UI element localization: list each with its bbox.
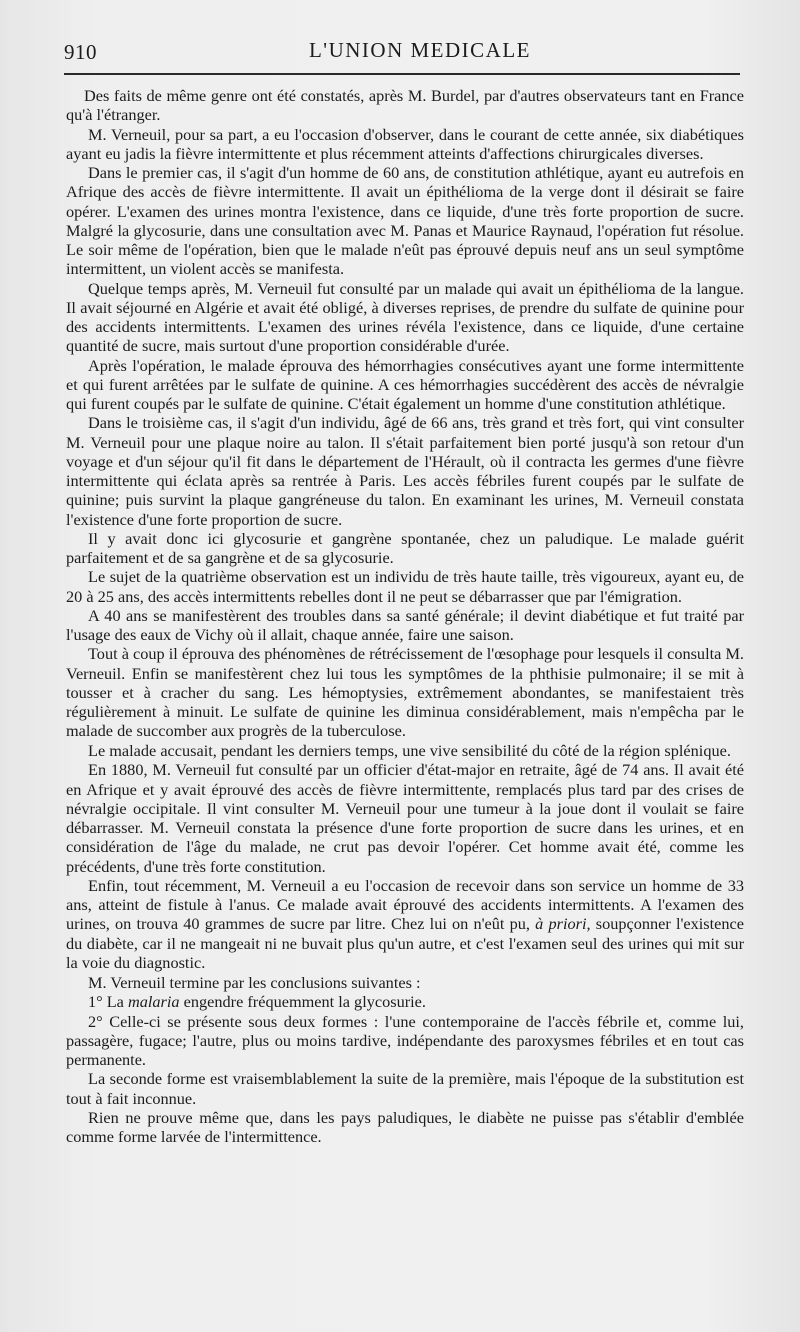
italic-a-priori: à priori, [535, 914, 591, 934]
paragraph: Dans le premier cas, il s'agit d'un homme de 60 ans, de constitution athlétique, ayant eu autrefois en Afrique des accès de fièvre intermittente. Il avait un épithélioma de la verge dont il désirait se faire opérer. L'examen des urines montra l'existence, dans ce liquide, d'une très forte proportion de sucre. Malgré la glycosurie, dans une consultation avec M. Panas et Maurice Raynaud, l'opération fut résolue. Le soir même de l'opération, bien que le malade n'eût pas éprouvé depuis neuf ans un seul symptôme intermittent, un violent accès se manifesta. [66, 163, 744, 279]
paragraph: Quelque temps après, M. Verneuil fut consulté par un malade qui avait un épithélioma de la langue. Il avait séjourné en Algérie et avait été obligé, à diverses reprises, de prendre du sulfate de quinine pour des accidents intermittents. L'examen des urines révéla l'existence, dans ce liquide, d'une certaine quantité de sucre, mais surtout d'une proportion considérable d'urée. [66, 278, 744, 356]
paragraph: A 40 ans se manifestèrent des troubles dans sa santé générale; il devint diabétique et fut traité par l'usage des eaux de Vichy où il allait, chaque année, faire une saison. [66, 605, 744, 644]
paragraph [66, 876, 744, 972]
page-number: 910 [64, 40, 97, 64]
italic-malaria: malaria [127, 992, 180, 1012]
paragraph: La seconde forme est vraisemblablement la suite de la première, mais l'époque de la substitution est tout à fait inconnue. [66, 1069, 744, 1108]
journal-title: L'UNION MEDICALE [308, 38, 531, 62]
paragraph: En 1880, M. Verneuil fut consulté par un officier d'état-major en retraite, âgé de 74 ans. Il avait été en Afrique et y avait éprouvé des accès de fièvre intermittente, remplacés plus tard par des crises de névralgie occipitale. Il vint consulter M. Verneuil pour une tumeur à la joue dont il voulait se faire débarrasser. M. Verneuil constata la présence d'une forte proportion de sucre dans les urines, et en considération de l'âge du malade, ne crut pas devoir l'opérer. Cet homme avait été, comme les précédents, d'une très forte constitution. [66, 760, 744, 876]
paragraph: Tout à coup il éprouva des phénomènes de rétrécissement de l'œsophage pour lesquels il consulta M. Verneuil. Enfin se manifestèrent chez lui tous les symptômes de la phthisie pulmonaire; il se mit à tousser et à cracher du sang. Les hémoptysies, extrêmement abondantes, se manifestaient très régulièrement à minuit. Le sulfate de quinine les diminua considérablement, mais n'empêcha par le malade de succomber aux progrès de la tuberculose. [66, 644, 744, 741]
paragraph: Il y avait donc ici glycosurie et gangrène spontanée, chez un paludique. Le malade guérit parfaitement et de sa gangrène et de sa glycosurie. [66, 528, 744, 567]
paragraph: Après l'opération, le malade éprouva des hémorrhagies consécutives ayant une forme intermittente et qui furent arrêtées par le sulfate de quinine. A ces hémorrhagies succédèrent des accès de névralgie qui furent coupés par le sulfate de quinine. C'était également un homme d'une constitution athlétique. [66, 355, 744, 413]
paragraph: M. Verneuil termine par les conclusions suivantes : [88, 972, 421, 992]
paragraph: Des faits de même genre ont été constatés, après M. Burdel, par d'autres observateurs tant en France qu'à l'étranger. [66, 86, 744, 125]
header-rule [64, 73, 740, 75]
conclusion-text: engendre fréquemment la glycosurie. [183, 992, 426, 1012]
paragraph: Rien ne prouve même que, dans les pays paludiques, le diabète ne puisse pas s'établir d'emblée comme forme larvée de l'intermittence. [66, 1107, 744, 1147]
paragraph: Dans le troisième cas, il s'agit d'un individu, âgé de 66 ans, très grand et très fort, qui vint consulter M. Verneuil pour une plaque noire au talon. Il s'était parfaitement bien porté jusqu'à son retour d'un voyage et d'un séjour qu'il fit dans le département de l'Hérault, où il contracta les germes d'une fièvre intermittente qui éclata après sa rentrée à Paris. Les accès fébriles furent coupés par le sulfate de quinine; puis survint la plaque gangréneuse du talon. En examinant les urines, M. Verneuil constata l'existence d'une forte proportion de sucre. [66, 413, 744, 529]
paragraph-text: Enfin, tout récemment, M. Verneuil a eu l'occasion de recevoir dans son service un homme de 33 ans, atteint de fistule à l'anus. Ce malade avait éprouvé des accidents intermittents. A l'examen des urines, on trouva 40 grammes de sucre par litre. Chez lui on n'eût pu, [66, 875, 744, 934]
paragraph [66, 992, 744, 1011]
conclusion-prefix: 1° La [88, 992, 124, 1012]
paragraph: Le sujet de la quatrième observation est un individu de très haute taille, très vigoureux, ayant eu, de 20 à 25 ans, des accès intermittents rebelles dont il ne peut se débarrasser que par l'émigration. [66, 567, 744, 606]
paragraph: 2° Celle-ci se présente sous deux formes : l'une contemporaine de l'accès fébrile et, comme lui, passagère, fugace; l'autre, plus ou moins tardive, indépendante des paroxysmes fébriles et en tout cas permanente. [66, 1011, 744, 1070]
paragraph: M. Verneuil, pour sa part, a eu l'occasion d'observer, dans le courant de cette année, six diabétiques ayant eu jadis la fièvre intermittente et plus récemment atteints d'affections chirurgicales diverses. [66, 124, 744, 163]
article-body [66, 86, 744, 1146]
paragraph: Le malade accusait, pendant les derniers temps, une vive sensibilité du côté de la région splénique. [88, 741, 731, 761]
paragraph-text: soupçonner l'existence du diabète, car il ne mangeait ni ne buvait plus qu'un autre, et c'est l'examen seul des urines qui mit sur la voie du diagnostic. [66, 914, 744, 972]
